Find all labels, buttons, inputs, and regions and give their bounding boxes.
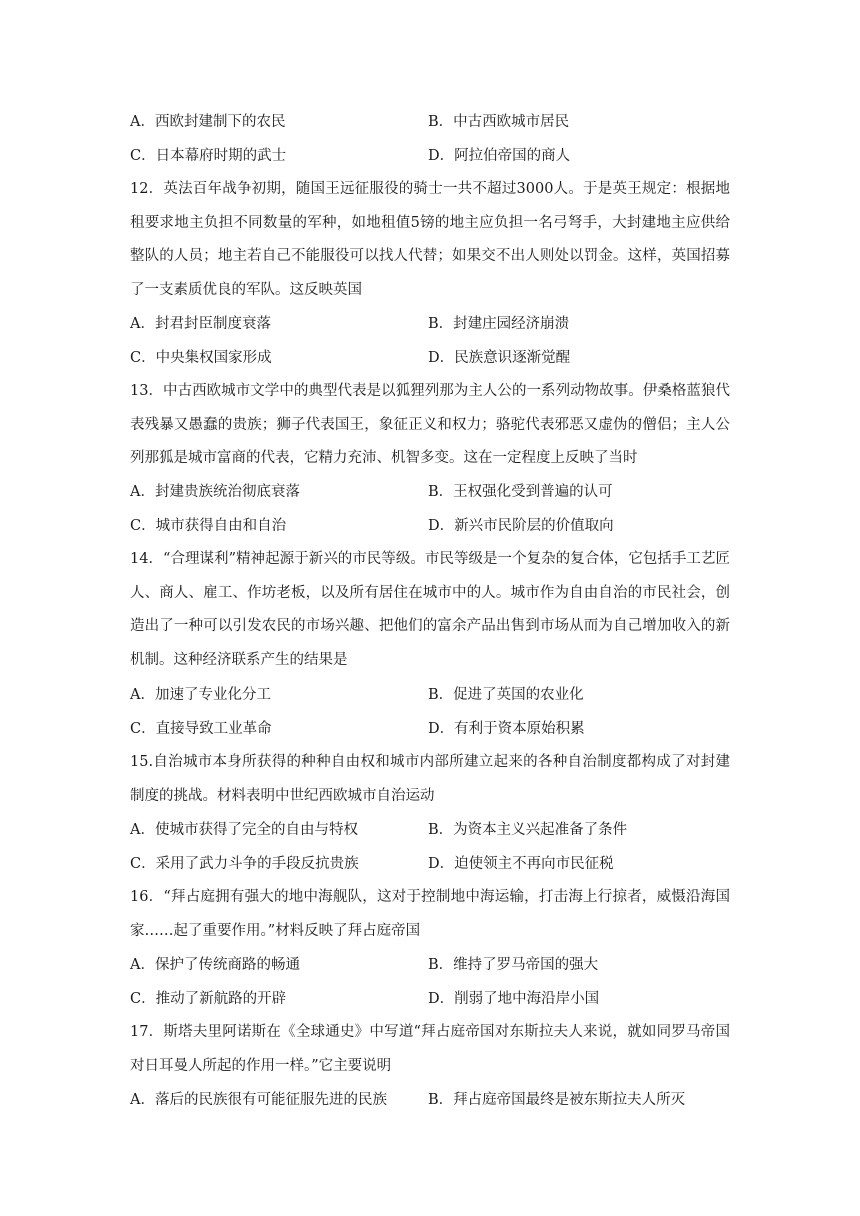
q12-option-b: B．封建庄园经济崩溃 [428,316,570,332]
q14-option-b: B．促进了英国的农业化 [428,687,584,703]
q14-option-c: C．直接导致工业革命 [130,721,272,737]
q13-option-b: B．王权强化受到普遍的认可 [428,484,613,500]
q14-option-d: D．有利于资本原始积累 [428,721,585,737]
q14-stem: 14．“合理谋利”精神起源于新兴的市民等级。市民等级是一个复杂的复合体，它包括手工艺匠人、商人、雇工、作坊老板，以及所有居住在城市中的人。城市作为自由自治的市民社会，创造出了一种可以引发农民的市场兴趣、把他们的富余产品出售到市场从而为自己增加收入的新机制。这种经济联系产生的结果是 [130,551,730,668]
q12-option-a: A．封君封臣制度衰落 [130,316,271,332]
q15-option-c: C．采用了武力斗争的手段反抗贵族 [130,856,359,872]
q13-option-c: C．城市获得自由和自治 [130,518,287,534]
q14-option-a: A．加速了专业化分工 [130,687,271,703]
q12-stem: 12．英法百年战争初期，随国王远征服役的骑士一共不超过3000人。于是英王规定：根据地租要求地主负担不同数量的军种，如地租值5镑的地主应负担一名弓弩手，大封建地主应供给整队的人员；地主若自己不能服役可以找人代替；如果交不出人则处以罚金。这样，英国招募了一支素质优良的军队。这反映英国 [130,181,730,298]
q11-option-b: B．中古西欧城市居民 [428,114,570,130]
q13-option-d: D．新兴市民阶层的价值取向 [428,518,614,534]
q16-option-a: A．保护了传统商路的畅通 [130,957,300,973]
q17-option-b: B．拜占庭帝国最终是被东斯拉夫人所灭 [428,1092,686,1108]
q17-option-a: A．落后的民族很有可能征服先进的民族 [130,1092,387,1108]
q12-option-c: C．中央集权国家形成 [130,350,272,366]
q16-option-b: B．维持了罗马帝国的强大 [428,957,599,973]
q15-option-a: A．使城市获得了完全的自由与特权 [130,822,358,838]
q12-option-d: D．民族意识逐渐觉醒 [428,350,571,366]
q17-stem: 17．斯塔夫里阿诺斯在《全球通史》中写道“拜占庭帝国对东斯拉夫人来说，就如同罗马帝国对日耳曼人所起的作用一样。”它主要说明 [130,1024,730,1074]
q15-stem: 15.自治城市本身所获得的种种自由权和城市内部所建立起来的各种自治制度都构成了对封建制度的挑战。材料表明中世纪西欧城市自治运动 [130,754,730,804]
q11-option-c: C．日本幕府时期的武士 [130,148,287,164]
q13-stem: 13．中古西欧城市文学中的典型代表是以狐狸列那为主人公的一系列动物故事。伊桑格蓝狼代表残暴又愚蠢的贵族；狮子代表国王，象征正义和权力；骆驼代表邪恶又虚伪的僧侣；主人公列那狐是城市富商的代表，它精力充沛、机智多变。这在一定程度上反映了当时 [130,383,730,467]
q15-option-b: B．为资本主义兴起准备了条件 [428,822,628,838]
q15-option-d: D．迫使领主不再向市民征税 [428,856,614,872]
q13-option-a: A．封建贵族统治彻底衰落 [130,484,300,500]
q16-stem: 16．“拜占庭拥有强大的地中海舰队，这对于控制地中海运输，打击海上行掠者，威慑沿海国家……起了重要作用。”材料反映了拜占庭帝国 [130,889,730,939]
q16-option-c: C．推动了新航路的开辟 [130,991,287,1007]
q11-option-a: A．西欧封建制下的农民 [130,114,286,130]
q11-option-d: D．阿拉伯帝国的商人 [428,148,571,164]
q16-option-d: D．削弱了地中海沿岸小国 [428,991,600,1007]
